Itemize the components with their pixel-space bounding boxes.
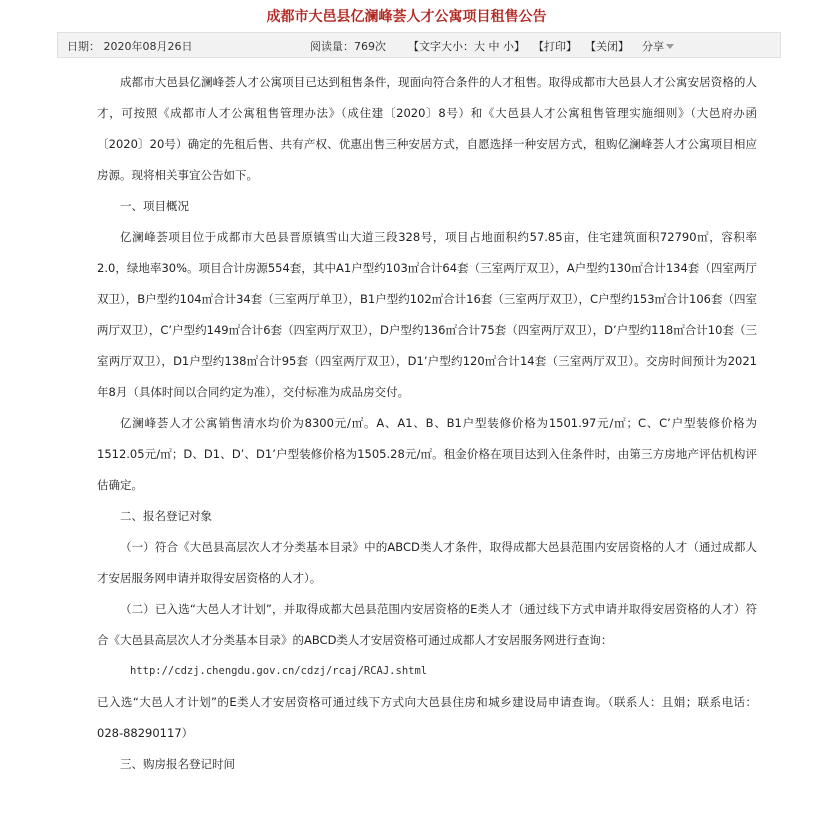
print-link[interactable]: 【打印】 bbox=[533, 40, 577, 53]
section-heading: 三、购房报名登记时间 bbox=[120, 757, 235, 771]
article-body bbox=[97, 67, 757, 780]
eligibility-item: （二）已入选“大邑人才计划”，并取得成都大邑县范围内安居资格的E类人才（通过线下方式申请并取得安居资格的人才）符合《大邑县高层次人才分类基本目录》的ABCD类人才安居资格可通过成都人才安居服务网进行查询： bbox=[97, 602, 757, 647]
chevron-down-icon bbox=[666, 44, 674, 49]
section-heading: 一、项目概况 bbox=[120, 199, 189, 213]
share-label: 分享 bbox=[642, 40, 664, 53]
intro-paragraph: 成都市大邑县亿澜峰荟人才公寓项目已达到租售条件，现面向符合条件的人才租售。取得成都市大邑县人才公寓安居资格的人才，可按照《成都市人才公寓租售管理办法》（成住建〔2020〕8号）和《大邑县人才公寓租售管理实施细则》（大邑府办函〔2020〕20号）确定的先租后售、共有产权、优惠出售三种安居方式，自愿选择一种安居方式，租购亿澜峰荟人才公寓项目相应房源。现将相关事宜公告如下。 bbox=[97, 75, 757, 182]
article-info-bar bbox=[57, 32, 781, 58]
close-link[interactable]: 【关闭】 bbox=[585, 40, 629, 53]
share-button[interactable] bbox=[642, 38, 674, 54]
page-title: 成都市大邑县亿澜峰荟人才公寓项目租售公告 bbox=[266, 9, 547, 25]
pricing-paragraph: 亿澜峰荟人才公寓销售清水均价为8300元/㎡。A、A1、B、B1户型装修价格为1501.97元/㎡；C、C’户型装修价格为1512.05元/㎡；D、D1、D’、D1’户型装修价格为1505.28元/㎡。租金价格在项目达到入住条件时，由第三方房地产评估机构评估确定。 bbox=[97, 416, 757, 492]
publish-date: 日期： 2020年08月26日 bbox=[67, 40, 193, 53]
read-count: 阅读量：769次 bbox=[310, 40, 386, 53]
font-size-control[interactable]: 【文字大小：大 中 小】 bbox=[408, 40, 525, 53]
section-heading: 二、报名登记对象 bbox=[120, 509, 212, 523]
project-overview-paragraph: 亿澜峰荟项目位于成都市大邑县晋原镇雪山大道三段328号，项目占地面积约57.85亩，住宅建筑面积72790㎡，容积率2.0，绿地率30%。项目合计房源554套，其中A1户型约103㎡合计64套（三室两厅双卫），A户型约130㎡合计134套（四室两厅双卫），B户型约104㎡合计34套（三室两厅单卫），B1户型约102㎡合计16套（三室两厅双卫），C户型约153㎡合计106套（四室两厅双卫），C’户型约149㎡合计6套（四室两厅双卫），D户型约136㎡合计75套（四室两厅双卫），D’户型约118㎡合计10套（三室两厅双卫），D1户型约138㎡合计95套（四室两厅双卫），D1’户型约120㎡合计14套（三室两厅双卫）。交房时间预计为2021年8月（具体时间以合同约定为准），交付标准为成品房交付。 bbox=[97, 230, 757, 399]
contact-note: 已入选“大邑人才计划”的E类人才安居资格可通过线下方式向大邑县住房和城乡建设局申请查询。（联系人：且娟；联系电话：028-88290117） bbox=[97, 695, 757, 740]
eligibility-item: （一）符合《大邑县高层次人才分类基本目录》中的ABCD类人才条件，取得成都大邑县范围内安居资格的人才（通过成都人才安居服务网申请并取得安居资格的人才）。 bbox=[97, 540, 757, 585]
query-url-link[interactable]: http://cdzj.chengdu.gov.cn/cdzj/rcaj/RCAJ.shtml bbox=[130, 665, 428, 677]
